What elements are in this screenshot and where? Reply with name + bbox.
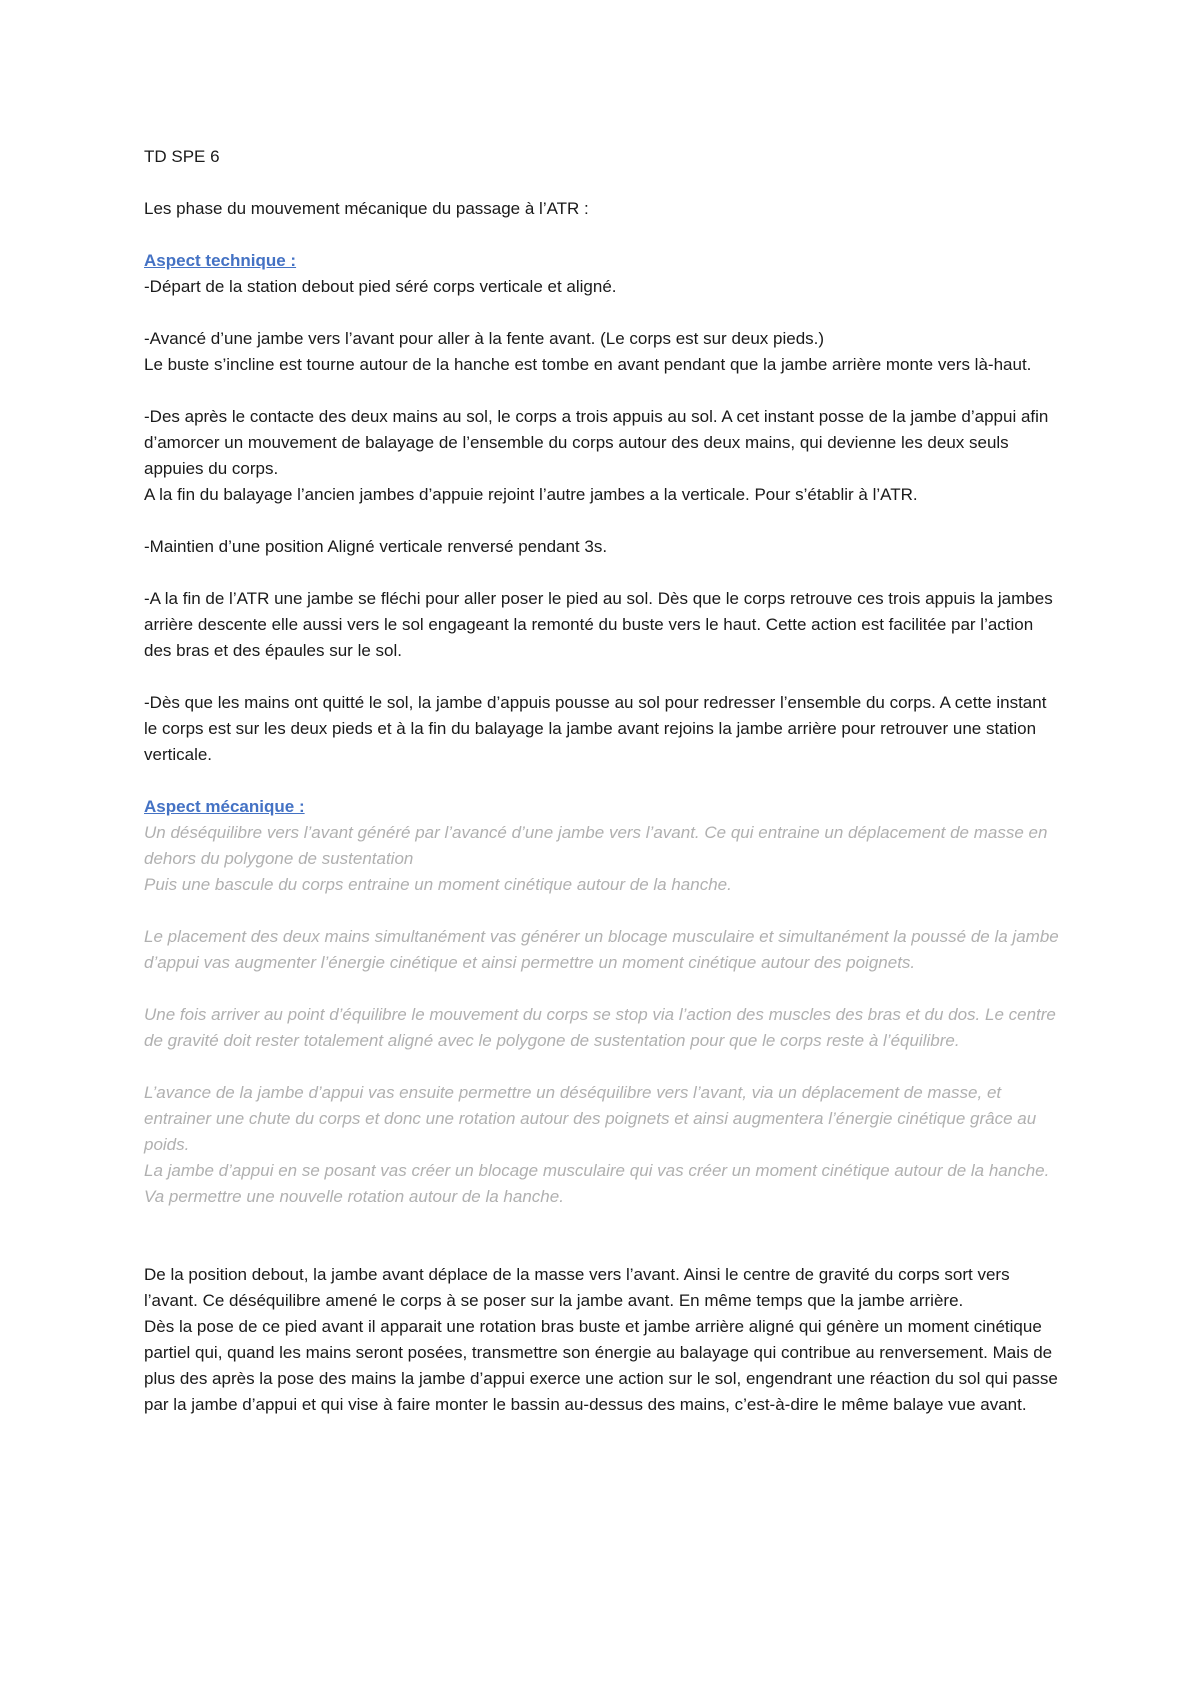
technique-paragraph-2b: Le buste s’incline est tourne autour de la hanche est tombe en avant pendant que la jambe arrière monte vers là-haut.: [144, 355, 1032, 374]
spacer: [144, 898, 1064, 924]
technique-paragraph-6: -Dès que les mains ont quitté le sol, la jambe d’appuis pousse au sol pour redresser l’ensemble du corps. A cette instant le corps est sur les deux pieds et à la fin du balayage la jambe avant rejoins la jambe arrière pour retrouver une station verticale.: [144, 693, 1047, 764]
technique-paragraph-5: -A la fin de l’ATR une jambe se fléchi pour aller poser le pied au sol. Dès que le corps retrouve ces trois appuis la jambes arrière descente elle aussi vers le sol engageant la remonté du buste vers le haut. Cette action est facilitée par l’action des bras et des épaules sur le sol.: [144, 589, 1053, 660]
technique-paragraph-4: -Maintien d’une position Aligné verticale renversé pendant 3s.: [144, 537, 608, 556]
technique-paragraph-3b: A la fin du balayage l’ancien jambes d’appuie rejoint l’autre jambes a la verticale. Pour s’établir à l’ATR.: [144, 485, 918, 504]
document-page: [144, 144, 1064, 1418]
mecanique-paragraph-4b: La jambe d’appui en se posant vas créer un blocage musculaire qui vas créer un moment cinétique autour de la hanche. Va permettre une nouvelle rotation autour de la hanche.: [144, 1161, 1050, 1206]
spacer: [144, 1054, 1064, 1080]
spacer: [144, 170, 1064, 196]
conclusion-paragraph-2: Dès la pose de ce pied avant il apparait une rotation bras buste et jambe arrière aligné qui génère un moment cinétique partiel qui, quand les mains seront posées, transmettre son énergie au balayage qui contribue au renversement. Mais de plus des après la pose des mains la jambe d’appui exerce une action sur le sol, engendrant une réaction du sol qui passe par la jambe d’appui et qui vise à faire monter le bassin au-dessus des mains, c’est-à-dire le même balaye vue avant.: [144, 1317, 1058, 1414]
spacer: [144, 222, 1064, 248]
conclusion-paragraph-1: De la position debout, la jambe avant déplace de la masse vers l’avant. Ainsi le centre de gravité du corps sort vers l’avant. Ce déséquilibre amené le corps à se poser sur la jambe avant. En même temps que la jambe arrière.: [144, 1265, 1010, 1310]
spacer: [144, 508, 1064, 534]
spacer: [144, 300, 1064, 326]
heading-aspect-technique: Aspect technique :: [144, 251, 297, 270]
doc-intro: Les phase du mouvement mécanique du passage à l’ATR :: [144, 199, 589, 218]
spacer: [144, 664, 1064, 690]
technique-paragraph-3a: -Des après le contacte des deux mains au sol, le corps a trois appuis au sol. A cet instant posse de la jambe d’appui afin d’amorcer un mouvement de balayage de l’ensemble du corps autour des deux mains, qui devienne les deux seuls appuies du corps.: [144, 407, 1049, 478]
spacer: [144, 378, 1064, 404]
spacer: [144, 560, 1064, 586]
heading-aspect-mecanique: Aspect mécanique :: [144, 797, 305, 816]
technique-paragraph-1: -Départ de la station debout pied séré corps verticale et aligné.: [144, 277, 617, 296]
technique-paragraph-2a: -Avancé d’une jambe vers l’avant pour aller à la fente avant. (Le corps est sur deux pieds.): [144, 329, 825, 348]
spacer: [144, 976, 1064, 1002]
mecanique-paragraph-1a: Un déséquilibre vers l’avant généré par l’avancé d’une jambe vers l’avant. Ce qui entraine un déplacement de masse en dehors du polygone de sustentation: [144, 823, 1048, 868]
mecanique-paragraph-2: Le placement des deux mains simultanément vas générer un blocage musculaire et simultanément la poussé de la jambe d’appui vas augmenter l’énergie cinétique et ainsi permettre un moment cinétique autour des poignets.: [144, 927, 1059, 972]
mecanique-paragraph-1b: Puis une bascule du corps entraine un moment cinétique autour de la hanche.: [144, 875, 732, 894]
spacer: [144, 1210, 1064, 1236]
spacer: [144, 768, 1064, 794]
mecanique-paragraph-3: Une fois arriver au point d’équilibre le mouvement du corps se stop via l’action des muscles des bras et du dos. Le centre de gravité doit rester totalement aligné avec le polygone de sustentation pour que le corps reste à l’équilibre.: [144, 1005, 1056, 1050]
doc-title: TD SPE 6: [144, 147, 220, 166]
spacer: [144, 1236, 1064, 1262]
mecanique-paragraph-4a: L’avance de la jambe d’appui vas ensuite permettre un déséquilibre vers l’avant, via un déplacement de masse, et entrainer une chute du corps et donc une rotation autour des poignets et ainsi augmentera l’énergie cinétique grâce au poids.: [144, 1083, 1037, 1154]
